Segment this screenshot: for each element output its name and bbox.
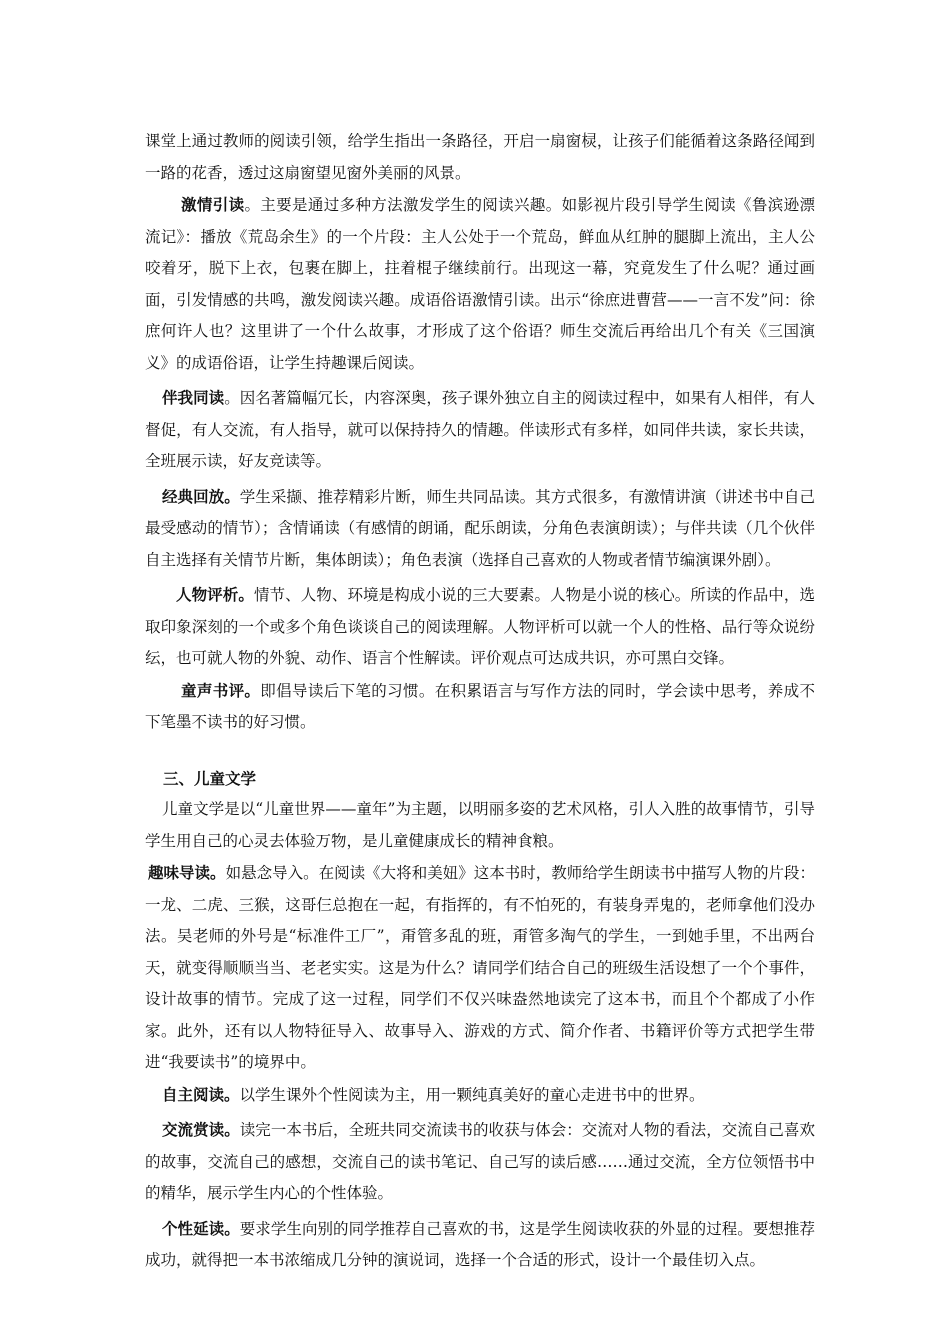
section-heading: 三、儿童文学	[163, 768, 257, 788]
paragraph-text: 如悬念导入。在阅读《大将和美妞》这本书时，教师给学生朗读书中描写人物的片段：一龙、二虎、三猴，这哥仨总抱在一起，有指挥的，有不怕死的，有装身弄鬼的，老师拿他们没办法。吴老师的外号是“标准件工厂”，甭管多乱的班，甭管多淘气的学生，一到她手里，不出两台天，就变得顺顺当当、老老实实。这是为什么？请同学们结合自己的班级生活设想了一个个事件，设计故事的情节。完成了这一过程，同学们不仅兴味盎然地读完了这本书，而且个个都成了小作家。此外，还有以人物特征导入、故事导入、游戏的方式、简介作者、书籍评价等方式把学生带进“我要读书”的境界中。	[145, 864, 815, 1071]
paragraph-text: 学生采撷、推荐精彩片断，师生共同品读。其方式很多，有激情讲演（讲述书中自己最受感动的情节）；含情诵读（有感情的朗诵，配乐朗读，分角色表演朗读）；与伴共读（几个伙伴自主选择有关情节片断，集体朗读）；角色表演（选择自己喜欢的人物或者情节编演课外剧）。	[145, 487, 815, 569]
paragraph-classic-replay	[145, 481, 815, 577]
paragraph-text: 。主要是通过多种方法激发学生的阅读兴趣。如影视片段引导学生阅读《鲁滨逊漂流记》：播放《荒岛余生》的一个片段：主人公处于一个荒岛，鲜血从红肿的腿脚上流出，主人公咬着牙，脱下上衣，包裹在脚上，拄着棍子继续前行。出现这一幕，究竟发生了什么呢？通过画面，引发情感的共鸣，激发阅读兴趣。成语俗语激情引读。出示“徐庶进曹营——一言不发”问：徐庶何许人也？这里讲了一个什么故事，才形成了这个俗语？师生交流后再给出几个有关《三国演义》的成语俗语，让学生持趣课后阅读。	[145, 196, 815, 372]
paragraph-passion-reading	[145, 189, 815, 379]
paragraph-lead: 经典回放。	[162, 486, 240, 506]
paragraph-lead: 趣味导读。	[148, 863, 226, 882]
paragraph-exchange-reading	[145, 1114, 815, 1210]
paragraph-companion-reading	[145, 382, 815, 478]
paragraph-text: 要求学生向别的同学推荐自己喜欢的书，这是学生阅读收获的外显的过程。要想推荐成功，就得把一本书浓缩成几分钟的演说词，选择一个合适的形式，设计一个最佳切入点。	[145, 1219, 815, 1269]
paragraph-text: 即倡导读后下笔的习惯。在积累语言与写作方法的同时，学会读中思考，养成不下笔墨不读书的好习惯。	[145, 681, 815, 731]
paragraph-lead: 自主阅读。	[162, 1084, 240, 1104]
paragraph-text: 儿童文学是以“儿童世界——童年”为主题，以明丽多姿的艺术风格，引人入胜的故事情节，引导学生用自己的心灵去体验万物，是儿童健康成长的精神食粮。	[145, 800, 815, 850]
paragraph-personal-extension	[145, 1213, 815, 1277]
paragraph-text: 课堂上通过教师的阅读引领，给学生指出一条路径，开启一扇窗棂，让孩子们能循着这条路径闻到一路的花香，透过这扇窗望见窗外美丽的风景。	[145, 132, 815, 182]
document-body	[145, 126, 815, 1277]
paragraph-text: 情节、人物、环境是构成小说的三大要素。人物是小说的核心。所读的作品中，选取印象深刻的一个或多个角色谈谈自己的阅读理解。人物评析可以就一个人的性格、品行等众说纷纭，也可就人物的外貌、动作、语言个性解读。评价观点可达成共识，亦可黑白交锋。	[145, 586, 815, 667]
paragraph-book-review	[145, 675, 815, 739]
paragraph-childrens-literature	[145, 794, 815, 857]
paragraph-lead: 人物评析。	[176, 585, 254, 604]
paragraph-character-analysis	[145, 579, 815, 675]
paragraph-fun-guide	[145, 857, 815, 1079]
paragraph-independent-reading	[145, 1079, 815, 1112]
paragraph-text: 读完一本书后，全班共同交流读书的收获与体会：交流对人物的看法，交流自己喜欢的故事，交流自己的感想，交流自己的读书笔记、自己写的读后感……通过交流，全方位领悟书中的精华，展示学生内心的个性体验。	[145, 1121, 815, 1202]
paragraph-lead: 个性延读。	[162, 1218, 240, 1238]
paragraph-lead: 交流赏读。	[162, 1120, 240, 1139]
paragraph-text: 以学生课外个性阅读为主，用一颗纯真美好的童心走进书中的世界。	[239, 1085, 705, 1104]
paragraph-lead: 童声书评。	[181, 680, 261, 700]
paragraph-lead: 激情引读	[181, 195, 245, 214]
paragraph-intro	[145, 126, 815, 189]
paragraph-lead: 伴我同读	[162, 388, 225, 407]
paragraph-text: 。因名著篇幅冗长，内容深奥，孩子课外独立自主的阅读过程中，如果有人相伴，有人督促，有人交流，有人指导，就可以保持持久的情趣。伴读形式有多样，如同伴共读，家长共读，全班展示读，好友竞读等。	[145, 389, 815, 470]
